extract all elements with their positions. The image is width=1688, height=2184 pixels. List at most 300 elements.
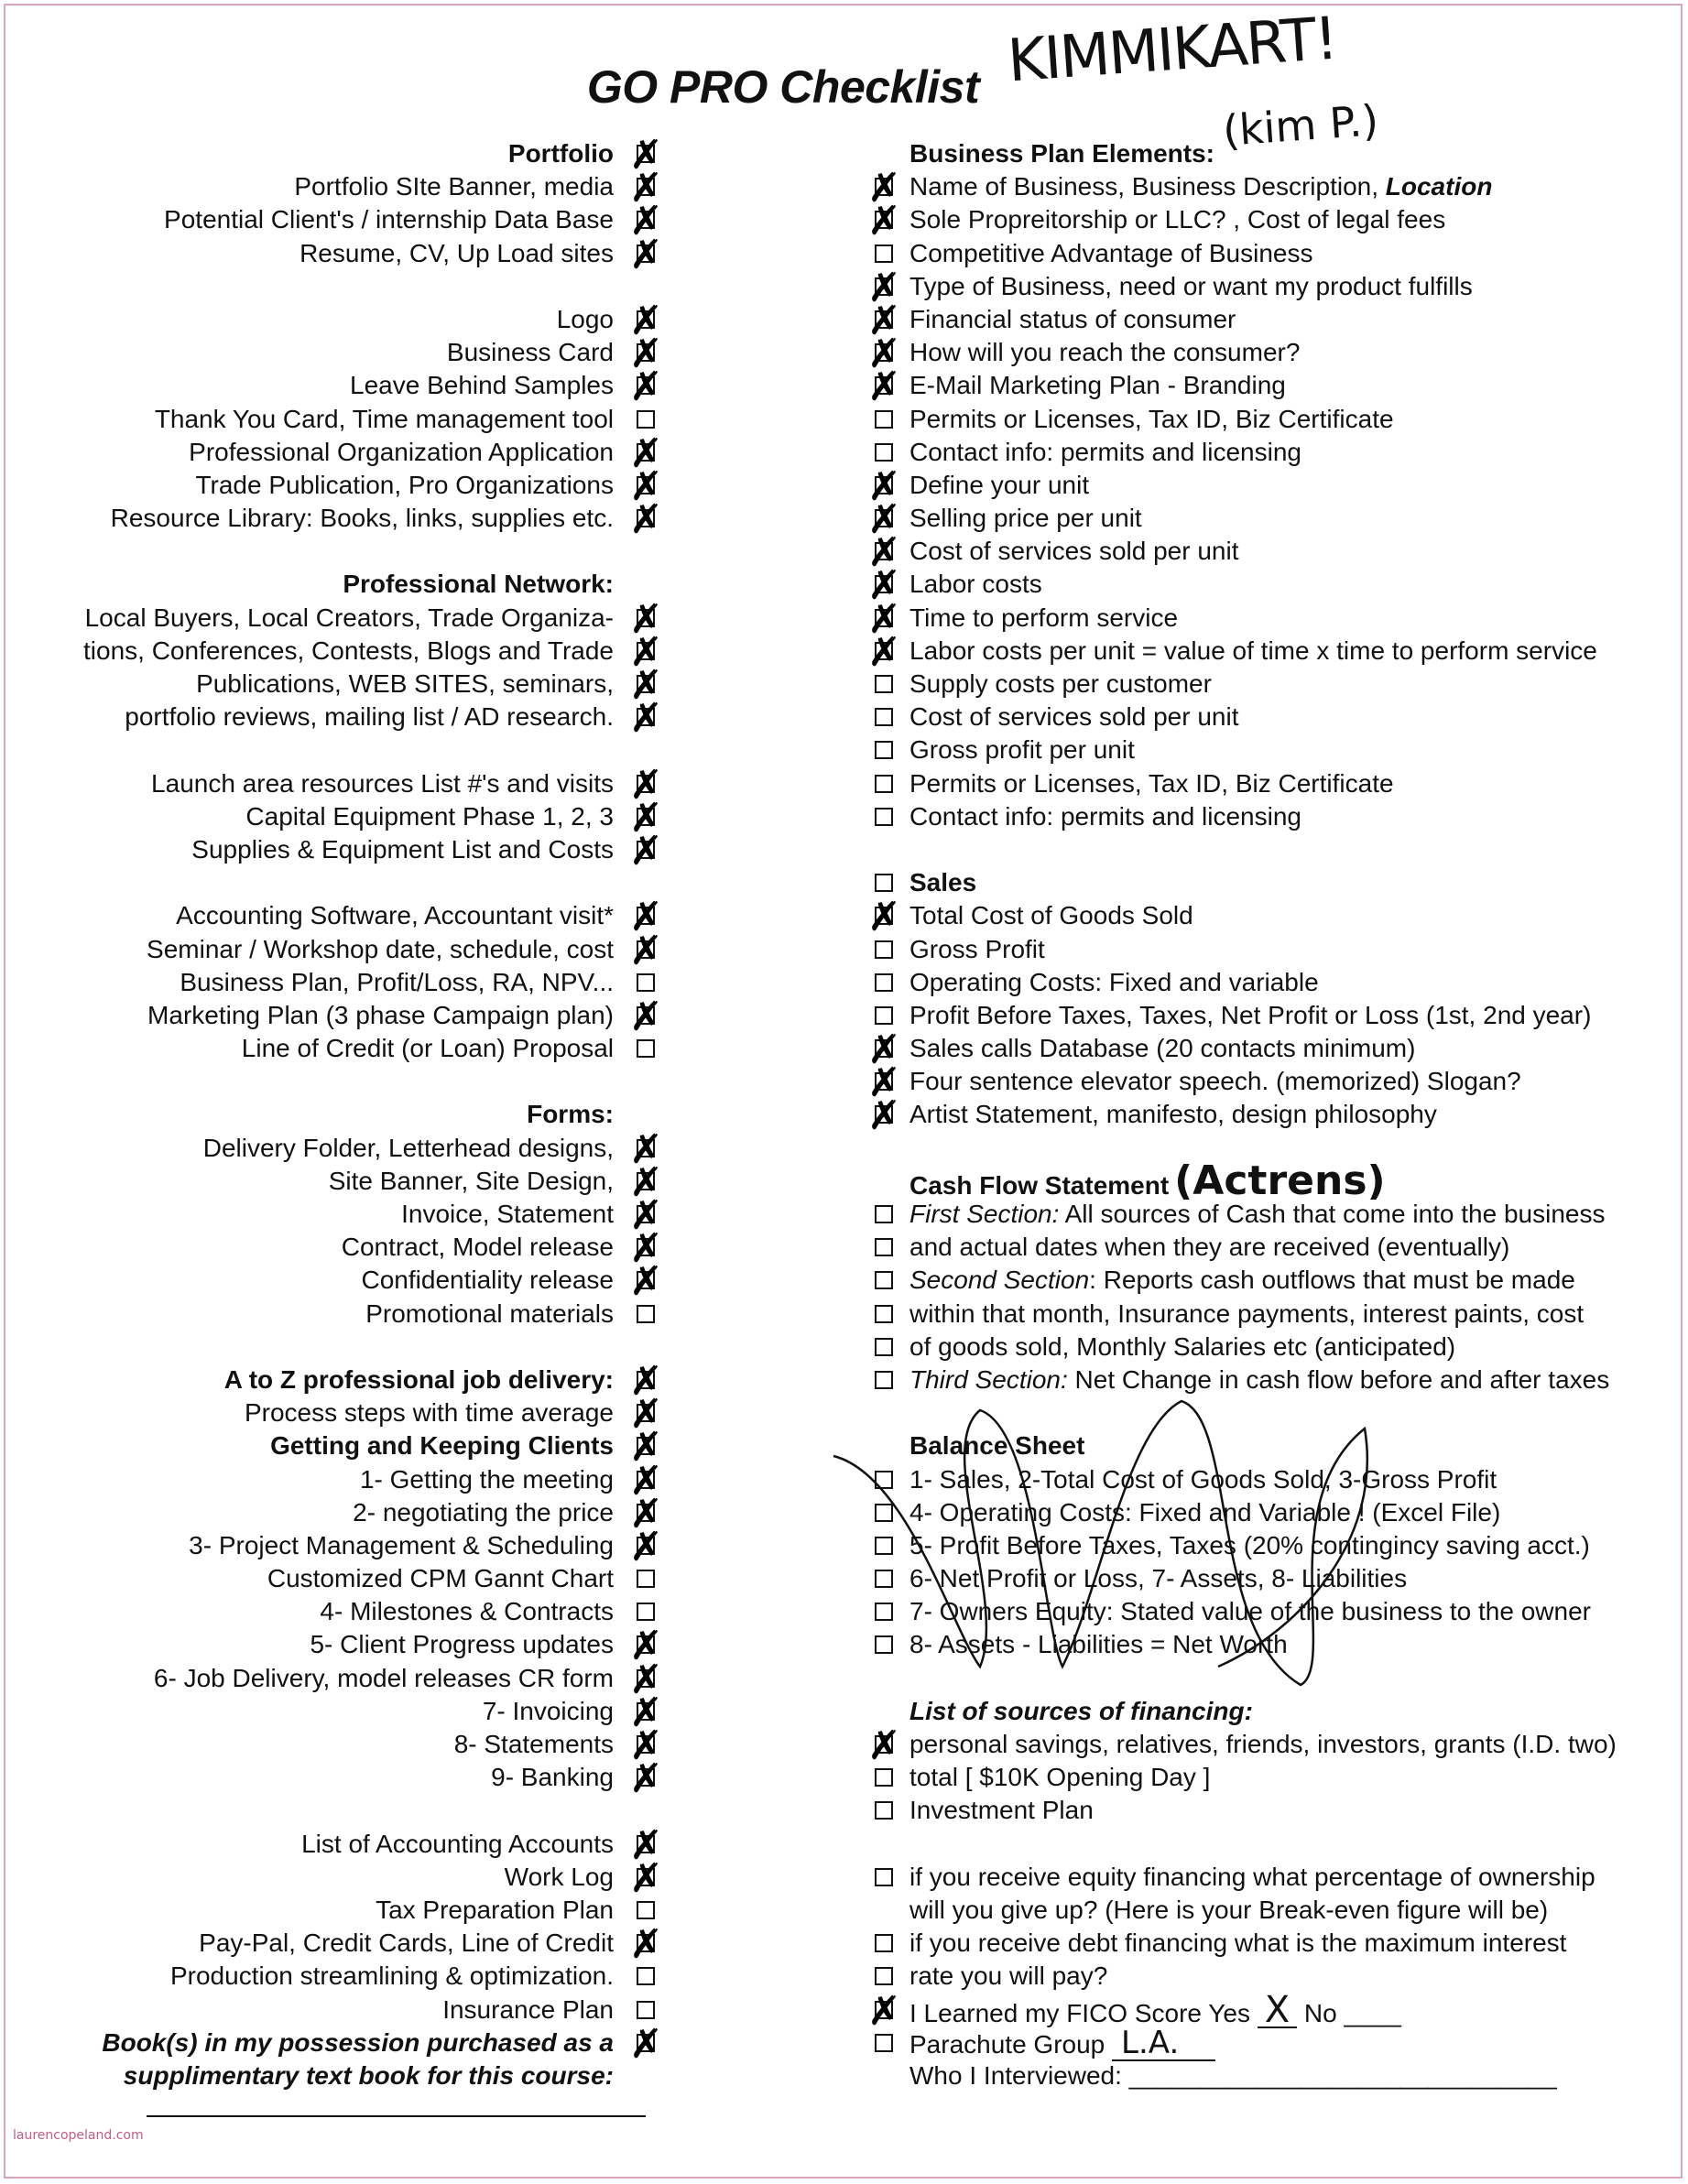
checkbox[interactable]: [875, 1371, 893, 1389]
check-x-icon: ✗: [867, 496, 901, 544]
checkbox[interactable]: [875, 775, 893, 793]
item-text: Pay-Pal, Credit Cards, Line of Credit: [199, 1929, 614, 1958]
checklist-row: [866, 364, 1672, 411]
item-text: Capital Equipment Phase 1, 2, 3: [245, 801, 614, 831]
checklist-row: [55, 429, 663, 477]
item-text: Getting and Keeping Clients: [270, 1431, 614, 1461]
checkbox[interactable]: [867, 894, 901, 941]
checklist-row: [55, 1523, 663, 1570]
checklist-row: [55, 1158, 663, 1206]
check-x-icon: ✗: [629, 1158, 663, 1206]
checkbox[interactable]: [629, 1921, 663, 1969]
checklist-item-label: [909, 802, 1301, 831]
item-text: Insurance Plan: [442, 1994, 614, 2024]
checklist-row: [55, 462, 663, 510]
page-title: GO PRO Checklist: [586, 61, 980, 113]
checkbox[interactable]: [629, 761, 663, 809]
item-text: Thank You Card, Time management tool: [154, 404, 614, 433]
checkbox[interactable]: [637, 1603, 655, 1621]
checklist-item-label: [909, 272, 1473, 300]
checklist-item-label: [909, 1763, 1210, 1791]
checklist-item-label: [199, 1927, 614, 1960]
item-text: if you receive equity financing what percentage of ownership: [909, 1862, 1595, 1891]
checkbox[interactable]: [867, 1987, 901, 2035]
checklist-item-label: [270, 1429, 614, 1462]
check-x-icon: ✗: [629, 331, 663, 378]
checklist-row: [866, 628, 1672, 676]
check-x-icon: ✗: [629, 1125, 663, 1173]
checkbox[interactable]: [875, 1801, 893, 1820]
checklist-row: [866, 403, 1672, 436]
item-text: Operating Costs: Fixed and variable: [909, 967, 1319, 996]
item-text: Competitive Advantage of Business: [909, 238, 1313, 267]
pen-scribble: [824, 1392, 1465, 1694]
checkbox[interactable]: [875, 973, 893, 992]
item-text: Launch area resources List #'s and visits: [151, 768, 614, 798]
checkbox[interactable]: [875, 808, 893, 826]
checklist-row: [55, 364, 663, 411]
item-text: Labor costs: [909, 570, 1042, 599]
checkbox[interactable]: [629, 1755, 663, 1803]
checkbox[interactable]: [629, 1821, 663, 1869]
checkbox[interactable]: [867, 198, 901, 245]
checkbox[interactable]: [875, 1271, 893, 1289]
checklist-item-label: [299, 237, 614, 270]
check-x-icon: ✗: [867, 894, 901, 941]
checkbox[interactable]: [629, 165, 663, 212]
checkbox[interactable]: [875, 1238, 893, 1256]
checklist-item-label: [343, 568, 614, 601]
checklist-item-label: [155, 403, 614, 436]
check-x-icon: ✗: [867, 165, 901, 212]
checkbox[interactable]: [629, 297, 663, 344]
checklist-item-label: [189, 1529, 614, 1562]
item-text: Net Change in cash flow before and after taxes: [1067, 1364, 1610, 1394]
item-text: Total Cost of Goods Sold: [909, 901, 1193, 930]
check-x-icon: ✗: [629, 1722, 663, 1769]
checklist-row: [866, 297, 1672, 344]
check-x-icon: ✗: [629, 794, 663, 842]
item-text: Permits or Licenses, Tax ID, Biz Certificate: [909, 768, 1394, 798]
checklist-item-label: [909, 471, 1089, 499]
checklist-item-label: [401, 1198, 614, 1231]
checkbox[interactable]: [629, 1225, 663, 1273]
checklist-item-label: [909, 1200, 1605, 1228]
item-text: total [ $10K Opening Day ]: [909, 1763, 1211, 1792]
checklist-row: [55, 1755, 663, 1803]
checklist-row: [866, 1722, 1672, 1769]
item-text: Artist Statement, manifesto, design philosophy: [909, 1100, 1437, 1129]
check-x-icon: ✗: [629, 1457, 663, 1505]
check-x-icon: ✗: [629, 231, 663, 278]
checkbox[interactable]: [629, 1125, 663, 1173]
checklist-item-label: [909, 1929, 1566, 1957]
check-x-icon: ✗: [629, 2020, 663, 2068]
check-x-icon: ✗: [629, 364, 663, 411]
checklist-item-label: [909, 1233, 1509, 1261]
item-text: Professional Network:: [343, 570, 614, 599]
item-text: Seminar / Workshop date, schedule, cost: [147, 934, 614, 963]
checkbox[interactable]: [629, 827, 663, 875]
check-x-icon: ✗: [629, 297, 663, 344]
checkbox[interactable]: [875, 940, 893, 959]
check-x-icon: ✗: [867, 1722, 901, 1769]
item-text: Portfolio SIte Banner, media: [294, 172, 614, 201]
checkbox[interactable]: [629, 1424, 663, 1472]
checklist-item-label: [320, 1595, 614, 1628]
checkbox[interactable]: [629, 1457, 663, 1505]
checkbox[interactable]: [629, 1490, 663, 1537]
check-x-icon: ✗: [629, 165, 663, 212]
check-x-icon: ✗: [629, 1490, 663, 1537]
checkbox[interactable]: [637, 410, 655, 429]
checkbox[interactable]: [875, 675, 893, 693]
checklist-row: [866, 767, 1672, 800]
checklist-item-label: [365, 1298, 614, 1331]
checklist-item-label: [909, 239, 1312, 267]
checklist-row: [866, 562, 1672, 610]
item-text: 8- Assets - Liabilities = Net Worth: [909, 1630, 1288, 1659]
item-text: 8- Statements: [453, 1730, 614, 1758]
item-text: Financial status of consumer: [909, 304, 1236, 333]
checklist-row: [55, 496, 663, 544]
checkbox[interactable]: [637, 2001, 655, 2019]
checkbox[interactable]: [867, 1722, 901, 1769]
checkbox[interactable]: [867, 297, 901, 344]
checkbox[interactable]: [867, 595, 901, 643]
checklist-item-label: [350, 369, 614, 402]
checkbox[interactable]: [629, 927, 663, 974]
checklist-row: [55, 331, 663, 378]
checklist-item-label: [909, 1001, 1591, 1029]
checklist-item-label: [196, 668, 614, 701]
checklist-item-label: [245, 1396, 614, 1429]
checkbox[interactable]: [867, 628, 901, 676]
checklist-item-label: [242, 1032, 614, 1065]
checkbox[interactable]: [629, 429, 663, 477]
checklist-row: [866, 137, 1672, 170]
checklist-row: [55, 1391, 663, 1439]
checkbox[interactable]: [629, 132, 663, 179]
row-spacer: [55, 270, 614, 303]
checklist-item-label: [909, 305, 1236, 333]
checklist-item-label: [245, 800, 614, 833]
checklist-row: [866, 800, 1672, 833]
checkbox[interactable]: [629, 628, 663, 676]
item-text: Portfolio: [507, 139, 614, 168]
check-x-icon: ✗: [629, 496, 663, 544]
checklist-item-label: [111, 502, 614, 535]
checkbox[interactable]: [629, 1689, 663, 1736]
item-text: Who I Interviewed: ______________________________: [909, 2060, 1557, 2090]
checklist-row: [866, 1861, 1672, 1894]
item-text: if you receive debt financing what is the maximum interest: [909, 1929, 1567, 1958]
checkbox[interactable]: [637, 1570, 655, 1588]
item-text: Cost of services sold per unit: [909, 537, 1239, 566]
checkbox[interactable]: [875, 874, 893, 892]
item-text: Resume, CV, Up Load sites: [299, 238, 614, 267]
checklist-row: [866, 462, 1672, 510]
checklist-row: [55, 2020, 663, 2068]
checklist-row: [866, 1794, 1672, 1827]
checkbox[interactable]: [867, 496, 901, 544]
checkbox[interactable]: [629, 462, 663, 510]
section-lead-label: Third Section:: [909, 1364, 1068, 1394]
checkbox[interactable]: [867, 165, 901, 212]
checklist-item-label: [909, 371, 1286, 399]
checklist-item-label: [301, 1828, 614, 1861]
row-spacer: [55, 866, 614, 899]
checklist-row: [866, 1894, 1672, 1927]
checklist-row: [866, 1761, 1672, 1794]
checkbox[interactable]: [629, 1854, 663, 1902]
check-x-icon: ✗: [629, 1854, 663, 1902]
check-x-icon: ✗: [629, 662, 663, 709]
checkbox[interactable]: [867, 331, 901, 378]
checkbox[interactable]: [629, 1391, 663, 1439]
checklist-row: [55, 993, 663, 1040]
checklist-row: [55, 695, 663, 743]
checkbox[interactable]: [875, 1768, 893, 1787]
checklist-row: [866, 331, 1672, 378]
item-text: 6- Net Profit or Loss, 7- Assets, 8- Liabilities: [909, 1564, 1408, 1593]
checkbox[interactable]: [629, 364, 663, 411]
item-text: 6- Job Delivery, model releases CR form: [153, 1663, 614, 1692]
checkbox[interactable]: [629, 331, 663, 378]
checklist-row: [55, 1821, 663, 1869]
checkbox[interactable]: [629, 695, 663, 743]
item-text: rate you will pay?: [909, 1961, 1108, 1991]
checklist-row: [55, 1894, 614, 1927]
checkbox[interactable]: [875, 1338, 893, 1356]
checklist-item-label: [267, 1562, 614, 1595]
check-x-icon: ✗: [629, 695, 663, 743]
checkbox[interactable]: [629, 1357, 663, 1405]
checkbox[interactable]: [875, 741, 893, 759]
checkbox[interactable]: [875, 410, 893, 429]
checkbox[interactable]: [629, 993, 663, 1040]
checklist-item-label: [909, 935, 1045, 963]
checklist-row: [866, 436, 1672, 469]
checkbox[interactable]: [629, 1623, 663, 1670]
checklist-row: [866, 1298, 1672, 1331]
item-text: Tax Preparation Plan: [376, 1895, 614, 1924]
checkbox[interactable]: [875, 1006, 893, 1025]
checkbox[interactable]: [637, 1901, 655, 1919]
checklist-item-label: [909, 1266, 1575, 1294]
check-x-icon: ✗: [867, 529, 901, 577]
checklist-row: [55, 1960, 614, 1993]
checklist-row: [55, 966, 614, 999]
item-text: I Learned my FICO Score Yes: [909, 1998, 1258, 2027]
item-text: Resource Library: Books, links, supplies etc.: [110, 504, 614, 533]
item-text: 3- Project Management & Scheduling: [189, 1530, 614, 1559]
item-text: personal savings, relatives, friends, investors, grants (I.D. two): [909, 1730, 1617, 1758]
check-x-icon: ✗: [867, 1987, 901, 2035]
checklist-item-label: [527, 1098, 614, 1131]
checkbox[interactable]: [867, 364, 901, 411]
checkbox[interactable]: [629, 894, 663, 941]
checkbox[interactable]: [875, 708, 893, 726]
item-text: Selling price per unit: [909, 504, 1142, 533]
checkbox[interactable]: [629, 496, 663, 544]
checklist-item-label: [83, 635, 614, 668]
check-x-icon: ✗: [867, 364, 901, 411]
checklist-item-label: [447, 336, 614, 369]
checkbox[interactable]: [867, 529, 901, 577]
checkbox[interactable]: [875, 1205, 893, 1223]
checklist-item-label: [505, 1861, 614, 1894]
checklist-item-label: [454, 1728, 614, 1761]
checklist-row: [866, 2059, 1672, 2092]
checklist-item-label: [189, 436, 614, 469]
item-text: Local Buyers, Local Creators, Trade Organiza-: [84, 603, 614, 632]
checkbox[interactable]: [867, 264, 901, 311]
checklist-row: [866, 1157, 1672, 1204]
checkbox[interactable]: [867, 1092, 901, 1140]
checklist-item-label: [224, 1364, 614, 1396]
checklist-row: [55, 894, 663, 941]
checklist-item-label: [909, 1796, 1094, 1824]
checkbox[interactable]: [629, 1722, 663, 1769]
check-x-icon: ✗: [629, 1921, 663, 1969]
checklist-item-label: [353, 1496, 614, 1529]
check-x-icon: ✗: [629, 462, 663, 510]
checkbox[interactable]: [867, 1027, 901, 1074]
item-text: Book(s) in my possession purchased as a: [102, 2027, 614, 2057]
checklist-row: [866, 966, 1672, 999]
item-text: Name of Business, Business Description,: [909, 172, 1386, 201]
checkbox[interactable]: [637, 973, 655, 992]
item-text: Profit Before Taxes, Taxes, Net Profit or Loss (1st, 2nd year): [909, 1000, 1592, 1029]
checklist-item-label: [909, 968, 1319, 996]
checkbox[interactable]: [629, 1192, 663, 1239]
check-x-icon: ✗: [629, 1424, 663, 1472]
check-x-icon: ✗: [629, 1755, 663, 1803]
checkbox[interactable]: [637, 1305, 655, 1323]
checklist-item-label: [147, 999, 614, 1032]
item-text: 1- Getting the meeting: [359, 1464, 614, 1494]
section-lead-label: First Section:: [909, 1200, 1060, 1228]
item-text: Forms:: [527, 1100, 614, 1129]
checkbox[interactable]: [637, 1039, 655, 1058]
checklist-item-label: [124, 2059, 614, 2092]
check-x-icon: ✗: [629, 1258, 663, 1306]
checklist-row: [866, 1231, 1672, 1264]
check-x-icon: ✗: [629, 1357, 663, 1405]
check-x-icon: ✗: [867, 198, 901, 245]
checkbox[interactable]: [875, 443, 893, 462]
checklist-item-label: [909, 504, 1142, 532]
checkbox[interactable]: [867, 1059, 901, 1107]
item-text: 7- Owners Equity: Stated value of the business to the owner: [909, 1597, 1591, 1626]
handwritten-fill-in: L.A.: [1112, 2026, 1215, 2061]
checklist-item-label: [170, 1960, 614, 1993]
checklist-row: [55, 927, 663, 974]
checkbox[interactable]: [629, 1158, 663, 1206]
item-text: Professional Organization Application: [189, 437, 614, 466]
checklist-row: [55, 595, 663, 643]
checklist-row: [55, 165, 663, 212]
check-x-icon: ✗: [629, 1623, 663, 1670]
checkbox[interactable]: [875, 1868, 893, 1886]
checklist-item-label: [909, 139, 1214, 168]
checkbox[interactable]: [875, 1967, 893, 1985]
checklist-item-label: [102, 2026, 614, 2059]
item-text: Production streamlining & optimization.: [169, 1961, 614, 1991]
check-x-icon: ✗: [629, 595, 663, 643]
checkbox[interactable]: [875, 1305, 893, 1323]
item-text: Publications, WEB SITES, seminars,: [196, 669, 614, 698]
check-x-icon: ✗: [629, 894, 663, 941]
checkbox[interactable]: [629, 2020, 663, 2068]
checkbox[interactable]: [629, 1258, 663, 1306]
checklist-item-label: [909, 537, 1239, 565]
checklist-item-label: [362, 1264, 615, 1297]
checkbox[interactable]: [875, 1934, 893, 1952]
checkbox[interactable]: [867, 562, 901, 610]
checkbox[interactable]: [629, 198, 663, 245]
checkbox[interactable]: [629, 662, 663, 709]
checkbox[interactable]: [629, 794, 663, 842]
checkbox[interactable]: [629, 231, 663, 278]
checklist-item-label: [909, 1332, 1455, 1361]
item-text: Sales: [909, 868, 977, 897]
checklist-row: [866, 701, 1672, 733]
checklist-item-label: [909, 2061, 1557, 2090]
right-checklist-column: [866, 137, 1672, 2092]
checkbox[interactable]: [875, 244, 893, 263]
checklist-item-label: [909, 2024, 1215, 2061]
item-extra-text: Location: [1385, 172, 1493, 201]
checklist-item-label: [909, 1730, 1617, 1758]
checklist-row: [55, 1689, 663, 1736]
item-text: Four sentence elevator speech. (memorized) Slogan?: [909, 1067, 1521, 1096]
checklist-item-label: [909, 901, 1193, 929]
check-x-icon: ✗: [629, 628, 663, 676]
checklist-row: [866, 1927, 1672, 1960]
checklist-item-label: [909, 205, 1445, 234]
checkbox[interactable]: [629, 595, 663, 643]
checkbox[interactable]: [637, 1967, 655, 1985]
check-x-icon: ✗: [867, 628, 901, 676]
checklist-item-label: [909, 1100, 1437, 1128]
checkbox[interactable]: [875, 2034, 893, 2052]
check-x-icon: ✗: [629, 1523, 663, 1570]
checklist-item-label: [508, 137, 614, 170]
checklist-row: [55, 1192, 663, 1239]
item-text: 4- Milestones & Contracts: [320, 1597, 614, 1626]
row-spacer: [55, 1794, 614, 1827]
checklist-row: [55, 1125, 663, 1173]
checklist-row: [55, 1258, 663, 1306]
checklist-item-label: [909, 1034, 1415, 1062]
checklist-item-label: [909, 669, 1212, 698]
checklist-row: [55, 827, 663, 875]
checklist-row: [55, 1656, 663, 1703]
checkbox[interactable]: [629, 1523, 663, 1570]
handwritten-signature-sub: (kim P.): [1221, 95, 1380, 156]
checklist-item-label: [909, 1961, 1107, 1990]
item-text: 5- Profit Before Taxes, Taxes (20% contingincy saving acct.): [909, 1530, 1590, 1559]
item-text: 9- Banking: [491, 1763, 614, 1792]
item-text: Business Plan Elements:: [909, 139, 1215, 168]
checkbox[interactable]: [629, 1656, 663, 1703]
checklist-row: [866, 668, 1672, 701]
checklist-item-label: [909, 405, 1394, 433]
checklist-row: [866, 999, 1672, 1032]
checkbox[interactable]: [867, 462, 901, 510]
